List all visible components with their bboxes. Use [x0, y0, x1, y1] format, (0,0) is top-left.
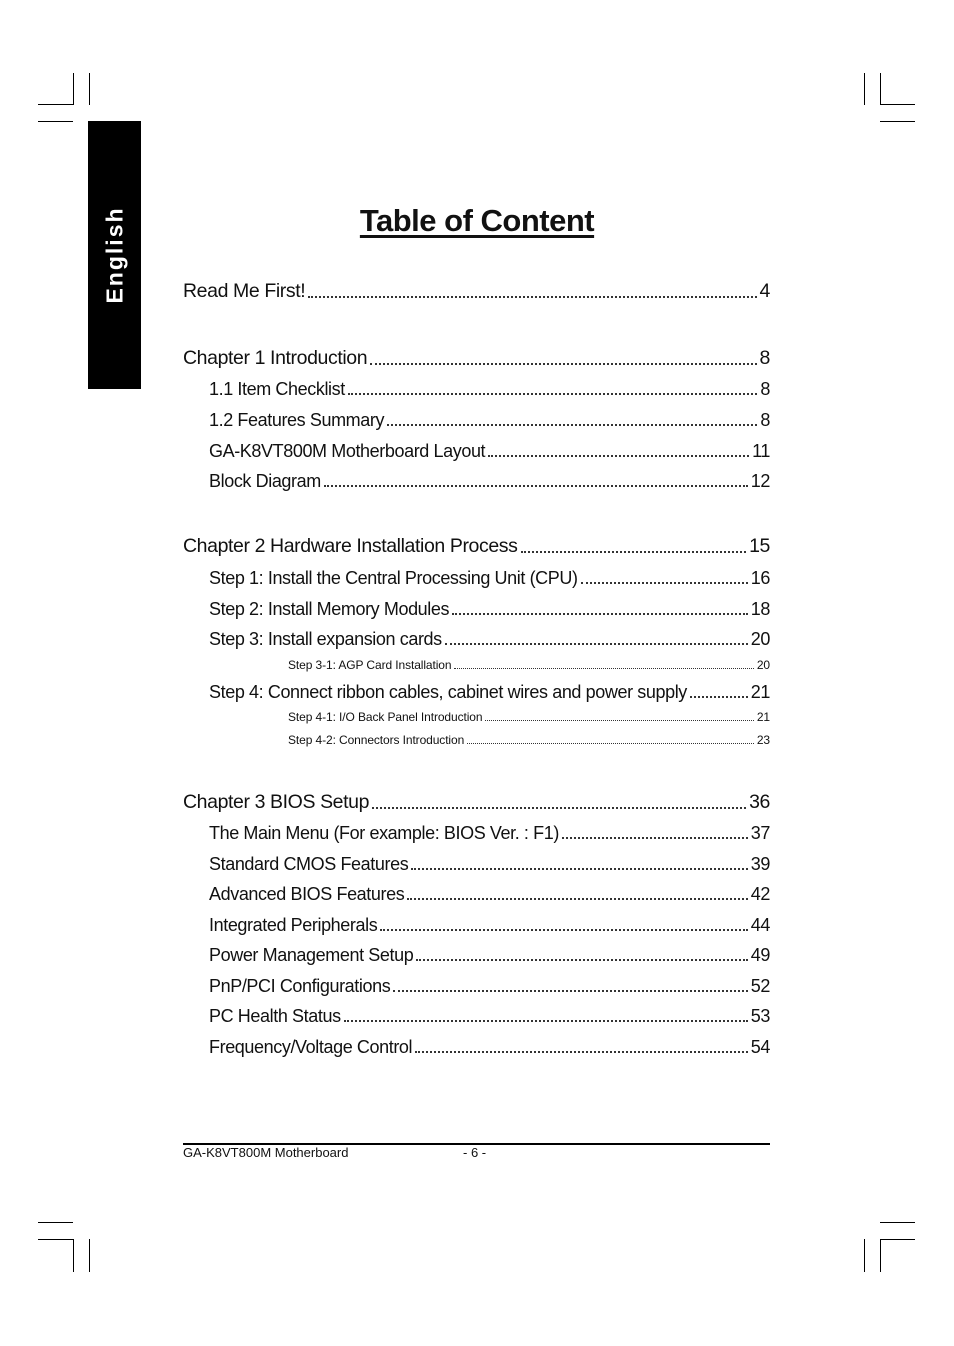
toc-leader-dots	[415, 1051, 748, 1053]
toc-entry[interactable]	[209, 854, 770, 875]
toc-entry-page: 21	[750, 682, 770, 702]
toc-leader-dots	[488, 455, 749, 457]
toc-entry-page: 8	[760, 410, 770, 430]
toc-entry-title: Advanced BIOS Features	[209, 884, 405, 904]
toc-entry-title: Step 4-1: I/O Back Panel Introduction	[288, 710, 483, 724]
toc-entry-page: 8	[759, 347, 770, 369]
toc-entry[interactable]	[183, 791, 770, 814]
toc-leader-dots	[370, 363, 756, 365]
toc-leader-dots	[485, 720, 753, 721]
crop-mark	[38, 121, 73, 122]
toc-entry[interactable]	[209, 410, 770, 431]
toc-entry[interactable]	[183, 535, 770, 558]
toc-entry-page: 20	[756, 658, 770, 672]
crop-mark	[89, 73, 90, 105]
toc-entry-page: 39	[750, 854, 770, 874]
crop-mark	[880, 1239, 881, 1272]
toc-leader-dots	[411, 868, 747, 870]
crop-mark	[880, 1222, 915, 1223]
toc-entry-page: 44	[750, 915, 770, 935]
toc-entry-title: Standard CMOS Features	[209, 854, 409, 874]
crop-mark	[89, 1239, 90, 1272]
toc-leader-dots	[467, 743, 754, 744]
toc-entry-page: 54	[750, 1037, 770, 1057]
crop-mark	[73, 73, 74, 105]
footer-product-name: GA-K8VT800M Motherboard	[183, 1145, 349, 1160]
toc-entry-title: Frequency/Voltage Control	[209, 1037, 413, 1057]
toc-entry[interactable]	[288, 658, 770, 672]
page-title: Table of Content	[359, 203, 595, 238]
footer-page-number: - 6 -	[463, 1145, 487, 1160]
toc-entry-page: 36	[749, 791, 770, 813]
crop-mark	[880, 121, 915, 122]
crop-mark	[38, 1239, 73, 1240]
toc-entry-title: Read Me First!	[183, 280, 306, 302]
toc-entry-title: Chapter 3 BIOS Setup	[183, 791, 370, 813]
toc-entry-page: 53	[750, 1006, 770, 1026]
toc-entry-title: GA-K8VT800M Motherboard Layout	[209, 441, 486, 461]
crop-mark	[73, 1239, 74, 1272]
toc-entry[interactable]	[209, 441, 770, 462]
toc-leader-dots	[380, 929, 747, 931]
toc-leader-dots	[690, 696, 748, 698]
toc-entry-title: Block Diagram	[209, 471, 321, 491]
toc-leader-dots	[454, 668, 753, 669]
toc-leader-dots	[407, 898, 747, 900]
toc-entry[interactable]	[288, 710, 770, 724]
language-tab	[88, 121, 141, 389]
toc-entry-page: 52	[750, 976, 770, 996]
toc-entry-title: Chapter 2 Hardware Installation Process	[183, 535, 518, 557]
toc-entry-page: 8	[760, 379, 770, 399]
toc-leader-dots	[393, 990, 747, 992]
toc-entry-title: Step 3: Install expansion cards	[209, 629, 442, 649]
toc-entry-title: PC Health Status	[209, 1006, 341, 1026]
crop-mark	[880, 1239, 915, 1240]
toc-entry-page: 37	[750, 823, 770, 843]
toc-entry-title: 1.2 Features Summary	[209, 410, 385, 430]
toc-entry[interactable]	[209, 471, 770, 492]
language-label: English	[101, 206, 127, 304]
toc-entry-title: 1.1 Item Checklist	[209, 379, 345, 399]
toc-entry-title: Step 1: Install the Central Processing Unit (CPU)	[209, 568, 578, 588]
toc-entry-page: 15	[749, 535, 770, 557]
crop-mark	[38, 104, 73, 105]
toc-entry[interactable]	[183, 347, 770, 370]
toc-leader-dots	[387, 424, 757, 426]
toc-entry-title: Step 4-2: Connectors Introduction	[288, 733, 465, 747]
toc-entry-page: 20	[750, 629, 770, 649]
toc-leader-dots	[452, 613, 748, 615]
toc-entry[interactable]	[209, 568, 770, 589]
toc-entry-title: Step 2: Install Memory Modules	[209, 599, 450, 619]
toc-entry[interactable]	[209, 599, 770, 620]
toc-entry[interactable]	[209, 915, 770, 936]
toc-entry[interactable]	[209, 945, 770, 966]
toc-entry[interactable]	[183, 280, 770, 303]
toc-leader-dots	[348, 393, 758, 395]
crop-mark	[864, 1239, 865, 1272]
toc-leader-dots	[344, 1020, 748, 1022]
crop-mark	[880, 73, 881, 105]
toc-entry-page: 11	[752, 441, 770, 461]
toc-leader-dots	[562, 837, 748, 839]
crop-mark	[880, 104, 915, 105]
toc-leader-dots	[581, 582, 748, 584]
toc-entry-page: 4	[759, 280, 770, 302]
toc-entry-page: 23	[756, 733, 770, 747]
toc-entry[interactable]	[209, 682, 770, 703]
toc-entry[interactable]	[209, 629, 770, 650]
toc-entry-page: 12	[750, 471, 770, 491]
toc-entry[interactable]	[209, 823, 770, 844]
toc-entry-title: PnP/PCI Configurations	[209, 976, 391, 996]
crop-mark	[38, 1222, 73, 1223]
toc-entry[interactable]	[209, 379, 770, 400]
toc-leader-dots	[372, 807, 746, 809]
toc-entry-title: Step 3-1: AGP Card Installation	[288, 658, 452, 672]
toc-entry[interactable]	[209, 1006, 770, 1027]
toc-entry-page: 49	[750, 945, 770, 965]
toc-leader-dots	[521, 551, 747, 553]
toc-entry[interactable]	[209, 976, 770, 997]
toc-entry-title: Chapter 1 Introduction	[183, 347, 368, 369]
toc-entry[interactable]	[209, 1037, 770, 1058]
toc-entry[interactable]	[288, 733, 770, 747]
toc-entry-page: 21	[756, 710, 770, 724]
crop-mark	[864, 73, 865, 105]
toc-leader-dots	[324, 485, 748, 487]
toc-entry-page: 42	[750, 884, 770, 904]
toc-entry[interactable]	[209, 884, 770, 905]
toc-leader-dots	[445, 643, 748, 645]
toc-leader-dots	[308, 296, 756, 298]
toc-entry-title: Integrated Peripherals	[209, 915, 378, 935]
toc-entry-title: Step 4: Connect ribbon cables, cabinet wires and power supply	[209, 682, 687, 702]
toc-entry-title: Power Management Setup	[209, 945, 414, 965]
toc-leader-dots	[416, 959, 747, 961]
toc-entry-title: The Main Menu (For example: BIOS Ver. : F1)	[209, 823, 559, 843]
toc-entry-page: 18	[750, 599, 770, 619]
toc-entry-page: 16	[750, 568, 770, 588]
